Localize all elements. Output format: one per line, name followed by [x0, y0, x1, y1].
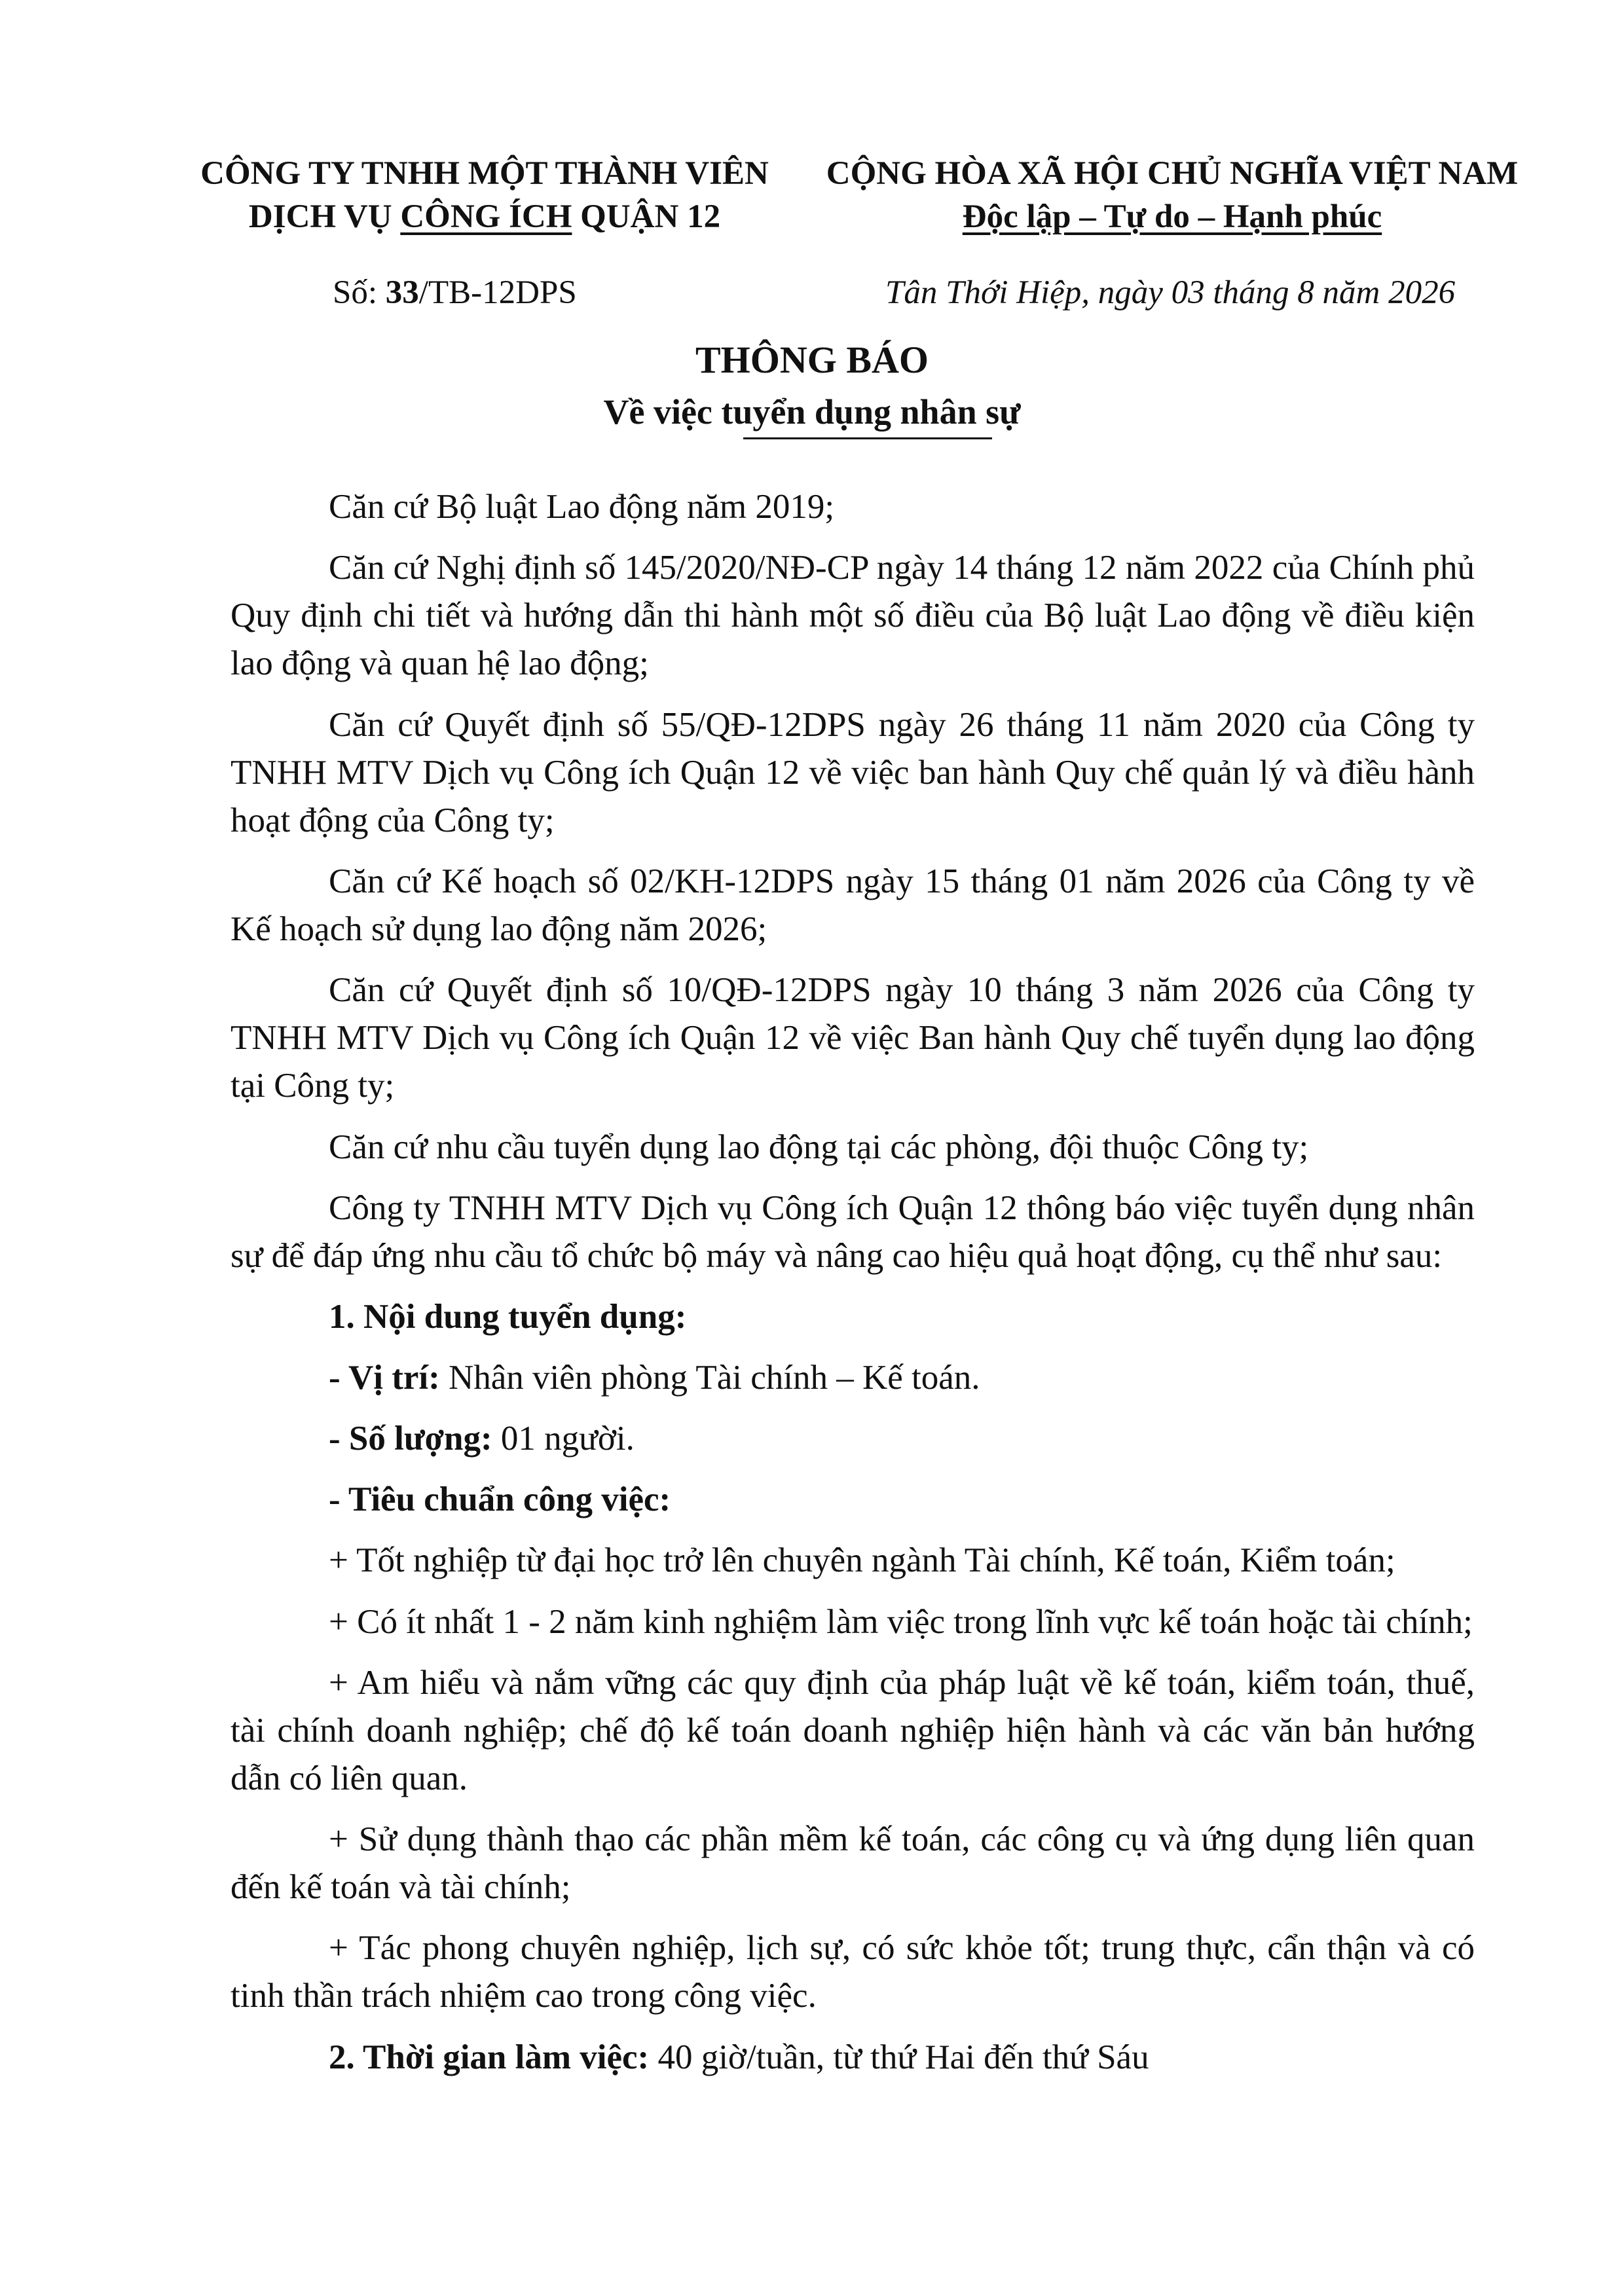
document-number: [333, 270, 577, 316]
org-name-suffix: QUẬN 12: [580, 198, 721, 236]
document-number-suffix: /TB-12DPS: [418, 274, 577, 311]
section-2-heading: 2. Thời gian làm việc:: [329, 2038, 650, 2076]
position-label: - Vị trí:: [329, 1359, 440, 1397]
criteria-item: + Am hiểu và nắm vững các quy định của pháp luật về kế toán, kiểm toán, thuế, tài chính doanh nghiệp; chế độ kế toán doanh nghiệp hiện hành và các văn bản hướng dẫn có liên quan.: [231, 1663, 1475, 1797]
org-name-prefix: DỊCH VỤ: [248, 198, 392, 236]
criteria-item: + Có ít nhất 1 - 2 năm kinh nghiệm làm việc trong lĩnh vực kế toán hoặc tài chính;: [329, 1602, 1473, 1641]
organization-header: [190, 152, 779, 239]
document-title: THÔNG BÁO: [695, 339, 929, 381]
place-date: Tân Thới Hiệp, ngày 03 tháng 8 năm 2026: [885, 274, 1456, 311]
basis-paragraph: Căn cứ Quyết định số 55/QĐ-12DPS ngày 26 tháng 11 năm 2020 của Công ty TNHH MTV Dịch vụ Công ích Quận 12 về việc ban hành Quy chế quản lý và điều hành hoạt động của Công ty;: [231, 705, 1475, 839]
document-subtitle: Về việc tuyển dụng nhân sự: [603, 392, 1021, 431]
quantity-line: [231, 1415, 1475, 1463]
basis-paragraph: Căn cứ nhu cầu tuyển dụng lao động tại các phòng, đội thuộc Công ty;: [329, 1128, 1309, 1166]
position-value: Nhân viên phòng Tài chính – Kế toán.: [439, 1359, 980, 1397]
document-body: [231, 483, 1475, 2095]
org-name-line2: [190, 195, 779, 238]
section-2-line: [231, 2034, 1475, 2082]
document-number-label: Số:: [333, 274, 386, 311]
title-underline-rule: [743, 437, 992, 439]
basis-paragraph: Căn cứ Kế hoạch số 02/KH-12DPS ngày 15 tháng 01 năm 2026 của Công ty về Kế hoạch sử dụng lao động năm 2026;: [231, 862, 1475, 948]
criteria-heading: - Tiêu chuẩn công việc:: [329, 1480, 671, 1519]
basis-paragraph: Căn cứ Bộ luật Lao động năm 2019;: [329, 488, 835, 526]
quantity-value: 01 người.: [492, 1420, 635, 1458]
quantity-label: - Số lượng:: [329, 1420, 492, 1458]
basis-paragraph: Căn cứ Nghị định số 145/2020/NĐ-CP ngày 14 tháng 12 năm 2022 của Chính phủ Quy định chi tiết và hướng dẫn thi hành một số điều của Bộ luật Lao động về điều kiện lao động và quan hệ lao động;: [231, 549, 1475, 683]
position-line: [231, 1354, 1475, 1402]
national-header: [819, 152, 1526, 239]
basis-paragraph: Căn cứ Quyết định số 10/QĐ-12DPS ngày 10 tháng 3 năm 2026 của Công ty TNHH MTV Dịch vụ Công ích Quận 12 về việc Ban hành Quy chế tuyển dụng lao động tại Công ty;: [231, 971, 1475, 1105]
nation-name: CỘNG HÒA XÃ HỘI CHỦ NGHĨA VIỆT NAM: [826, 155, 1519, 192]
criteria-item: + Tác phong chuyên nghiệp, lịch sự, có sức khỏe tốt; trung thực, cẩn thận và có tinh thần trách nhiệm cao trong công việc.: [231, 1929, 1475, 2015]
criteria-item: + Tốt nghiệp từ đại học trở lên chuyên ngành Tài chính, Kế toán, Kiểm toán;: [329, 1541, 1395, 1580]
intro-paragraph: Công ty TNHH MTV Dịch vụ Công ích Quận 12 thông báo việc tuyển dụng nhân sự để đáp ứng nhu cầu tổ chức bộ máy và nâng cao hiệu quả hoạt động, cụ thể như sau:: [231, 1188, 1475, 1275]
document-number-value: 33: [385, 274, 419, 311]
nation-motto: Độc lập – Tự do – Hạnh phúc: [962, 198, 1382, 236]
criteria-item: + Sử dụng thành thạo các phần mềm kế toán, các công cụ và ứng dụng liên quan đến kế toán và tài chính;: [231, 1820, 1475, 1907]
working-hours-value: 40 giờ/tuần, từ thứ Hai đến thứ Sáu: [649, 2038, 1149, 2076]
org-name-line1: CÔNG TY TNHH MỘT THÀNH VIÊN: [200, 155, 769, 192]
org-name-underlined: CÔNG ÍCH: [400, 198, 572, 236]
section-1-heading: 1. Nội dung tuyển dụng:: [329, 1297, 687, 1336]
